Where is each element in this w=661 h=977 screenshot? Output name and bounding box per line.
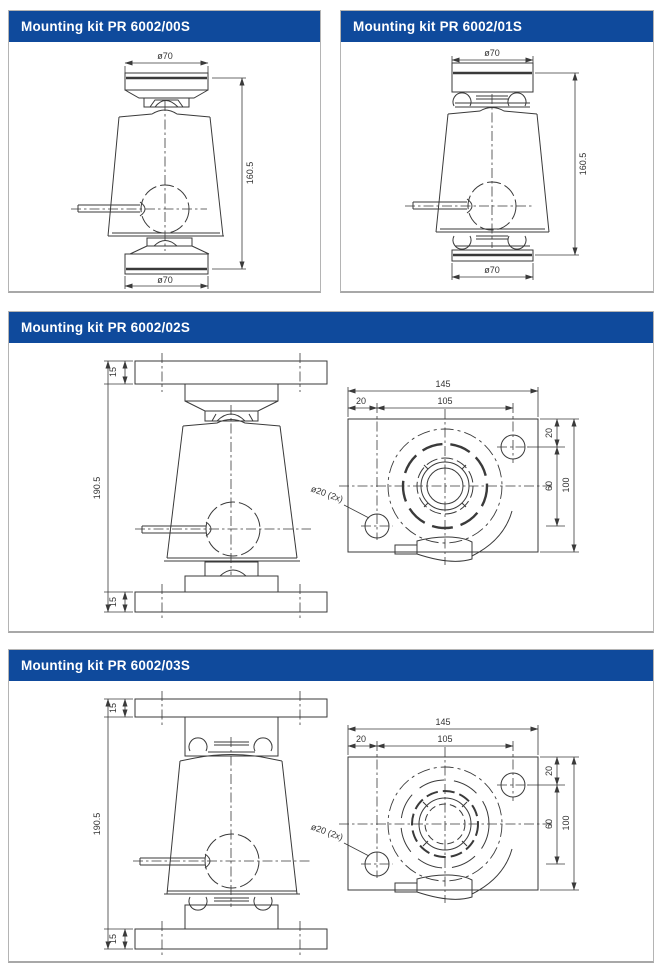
top-mounting-plate bbox=[125, 73, 208, 107]
cable-exit bbox=[405, 199, 534, 213]
dim-label-top-diameter: ø70 bbox=[484, 48, 500, 58]
panel-header bbox=[9, 312, 653, 343]
dim-label-hole-edge-x: 20 bbox=[355, 734, 367, 744]
panel-title: Mounting kit PR 6002/00S bbox=[21, 19, 191, 34]
panel-pr6002-03s bbox=[8, 649, 654, 963]
dim-label-hole-callout: ø20 (2x) bbox=[309, 483, 345, 505]
dim-label-overall-depth: 100 bbox=[561, 815, 571, 831]
dim-label-hole-center-y: 60 bbox=[544, 480, 554, 492]
panel-title: Mounting kit PR 6002/01S bbox=[353, 19, 523, 34]
top-view bbox=[310, 379, 579, 565]
dim-label-bottom-diameter: ø70 bbox=[484, 265, 500, 275]
dim-label-overall-width: 145 bbox=[435, 379, 451, 389]
panel-body bbox=[9, 42, 320, 291]
panel-body bbox=[9, 343, 653, 631]
dim-label-height: 160.5 bbox=[578, 152, 588, 176]
dim-label-overall-width: 145 bbox=[435, 717, 451, 727]
dim-label-hole-edge-x: 20 bbox=[355, 396, 367, 406]
side-view bbox=[92, 353, 327, 620]
dim-label-hole-spacing-x: 105 bbox=[437, 734, 453, 744]
dim-label-height: 160.5 bbox=[245, 161, 255, 185]
dim-label-overall-depth: 100 bbox=[561, 477, 571, 493]
dimension-bottom-diameter bbox=[125, 275, 208, 289]
dimension-height bbox=[535, 73, 588, 255]
dim-label-plate-top: 15 bbox=[108, 366, 118, 378]
panel-title: Mounting kit PR 6002/02S bbox=[21, 320, 191, 335]
dim-label-overall-height: 190.5 bbox=[92, 812, 102, 836]
dim-label-plate-bottom: 15 bbox=[108, 596, 118, 608]
panel-title: Mounting kit PR 6002/03S bbox=[21, 658, 191, 673]
panel-header bbox=[9, 650, 653, 681]
dim-label-overall-height: 190.5 bbox=[92, 476, 102, 500]
dimension-height bbox=[212, 78, 255, 269]
load-cell-side-view-drawing-00s bbox=[9, 42, 320, 291]
cable-exit bbox=[71, 202, 207, 216]
mounting-kit-drawing-03s bbox=[9, 681, 653, 961]
dim-label-bottom-diameter: ø70 bbox=[157, 275, 173, 285]
load-cell-body bbox=[108, 101, 224, 251]
load-cell-body bbox=[436, 94, 549, 248]
panel-pr6002-01s bbox=[340, 10, 654, 293]
load-cell-side-view-drawing-01s bbox=[341, 42, 653, 291]
side-view bbox=[92, 691, 327, 957]
panel-body bbox=[9, 681, 653, 961]
dim-label-hole-edge-y: 20 bbox=[544, 765, 554, 777]
panel-header bbox=[9, 11, 320, 42]
mounting-kit-drawing-02s bbox=[9, 343, 653, 631]
dim-label-hole-edge-y: 20 bbox=[544, 427, 554, 439]
dim-label-hole-callout: ø20 (2x) bbox=[309, 821, 345, 843]
bottom-mounting-plate bbox=[125, 238, 209, 274]
panel-body bbox=[341, 42, 653, 291]
dimension-top-diameter bbox=[125, 51, 208, 73]
top-mounting-plate bbox=[452, 63, 533, 107]
dim-label-hole-center-y: 60 bbox=[544, 818, 554, 830]
panel-header bbox=[341, 11, 653, 42]
panel-pr6002-00s bbox=[8, 10, 321, 293]
dimension-top-diameter bbox=[452, 48, 533, 67]
bottom-mounting-plate bbox=[452, 236, 533, 261]
dim-label-plate-bottom: 15 bbox=[108, 933, 118, 945]
dim-label-hole-spacing-x: 105 bbox=[437, 396, 453, 406]
panel-pr6002-02s bbox=[8, 311, 654, 633]
dimension-bottom-diameter bbox=[452, 263, 533, 280]
top-view bbox=[310, 717, 579, 903]
dim-label-plate-top: 15 bbox=[108, 702, 118, 714]
dim-label-top-diameter: ø70 bbox=[157, 51, 173, 61]
